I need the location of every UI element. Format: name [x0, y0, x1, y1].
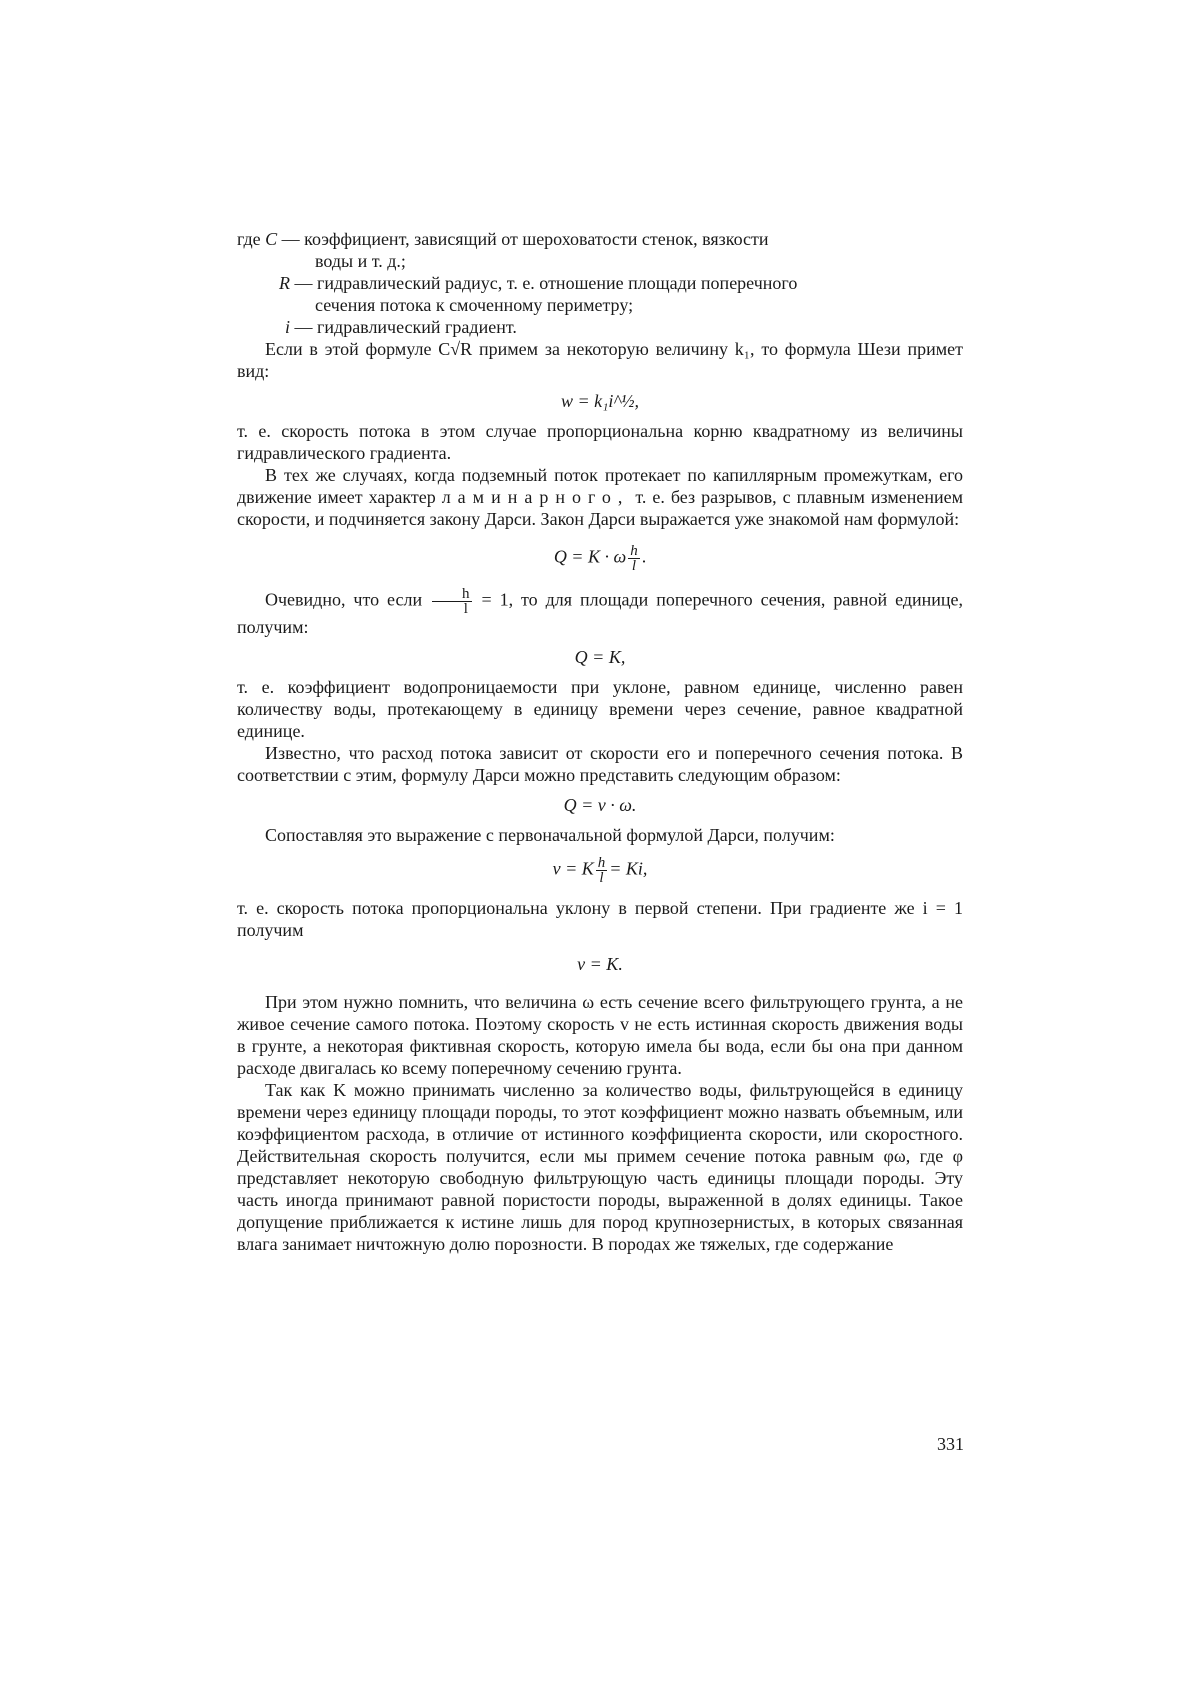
paragraph-unit-slope: Очевидно, что если $\frac{h}{l}$ = 1, то для площади поперечного сечения, равной единице, получим: [237, 586, 963, 637]
paragraph-chezy: Если в этой формуле C√R примем за некоторую величину k₁, то формула Шези примет вид: [237, 339, 963, 381]
formula-chezy: w = k₁i^½, [561, 391, 639, 411]
definition-c-cont: воды и т. д.; [315, 251, 406, 271]
paragraph-laminar: В тех же случаях, когда подземный поток протекает по капиллярным промежуткам, его движение имеет характер ламинарного, т. е. без разрывов, с плавным изменением скорости, и подчиняется закону Дарси. Закон Дарси выражается уже знакомой нам формулой: [237, 465, 964, 529]
formula-v-ki: v = K $\frac{h}{l}$ = Ki, [552, 855, 648, 886]
paragraph-sqrt: т. е. скорость потока в этом случае пропорциональна корню квадратному из величины гидравлического градиента. [237, 421, 963, 463]
definition-r-cont: сечения потока к смоченному периметру; [315, 295, 634, 315]
def-lead-word: где [237, 229, 261, 249]
paragraph-first-power: т. е. скорость потока пропорциональна уклону в первой степени. При градиенте же i = 1 получим [237, 898, 963, 940]
page-text [237, 228, 963, 1255]
fraction-h-l-2: $\frac{h}{l}$ [597, 855, 606, 886]
definition-i-text: гидравлический градиент. [317, 317, 517, 337]
paragraph-compare: Сопоставляя это выражение с первоначальной формулой Дарси, получим: [265, 825, 835, 845]
formula-darcy: Q = K · ω $\frac{h}{l}$ . [553, 543, 647, 574]
page-number: 331 [937, 1434, 964, 1454]
fraction-h-over-l: $\frac{h}{l}$ [432, 587, 472, 616]
paragraph-discharge: Известно, что расход потока зависит от скорости его и поперечного сечения потока. В соответствии с этим, формулу Дарси можно представить следующим образом: [237, 743, 963, 785]
symbol-r: R [279, 273, 290, 293]
fraction-h-l: $\frac{h}{l}$ [630, 543, 638, 574]
paragraph-volumetric: Так как K можно принимать численно за количество воды, фильтрующейся в единицу времени через единицу площади породы, то этот коэффициент можно назвать объемным, или коэффициентом расхода, в отличие от истинного коэффициента скорости, или скоростного. Действительная скорость получится, если мы примем сечение потока равным φω, где φ представляет некоторую свободную фильтрующую часть единицы площади породы. Эту часть иногда принимают равной пористости породы, выраженной в долях единицы. Такое допущение приближается к истине лишь для пород крупнозернистых, в которых связанная влага занимает ничтожную долю порозности. В породах же тяжелых, где содержание [237, 1080, 963, 1254]
definition-i: i — гидравлический градиент. [237, 316, 963, 338]
formula-v-k: v = K. [577, 954, 623, 974]
paragraph-fictive-velocity: При этом нужно помнить, что величина ω есть сечение всего фильтрующего грунта, а не живое сечение самого потока. Поэтому скорость v не есть истинная скорость движения воды в грунте, а некоторая фиктивная скорость, которую имела бы вода, если бы она при данном расходе двигалась ко всему поперечному сечению грунта. [237, 992, 963, 1078]
definition-c-text: коэффициент, зависящий от шероховатости стенок, вязкости [304, 229, 769, 249]
formula-q-v: Q = v · ω. [563, 795, 637, 815]
definition-c: где C — коэффициент, зависящий от шероховатости стенок, вязкости [237, 229, 769, 249]
paragraph-permeability: т. е. коэффициент водопроницаемости при уклоне, равном единице, численно равен количеству воды, протекающему в единицу времени через сечение, равное квадратной единице. [237, 677, 963, 741]
symbol-i: i [285, 317, 291, 337]
definition-r-text: гидравлический радиус, т. е. отношение площади поперечного [317, 273, 798, 293]
definition-r: R — гидравлический радиус, т. е. отношение площади поперечного [237, 272, 963, 294]
laminar-word: ламинарного, [441, 487, 630, 507]
formula-q-k: Q = K, [574, 647, 626, 667]
symbol-c: C [265, 229, 278, 249]
